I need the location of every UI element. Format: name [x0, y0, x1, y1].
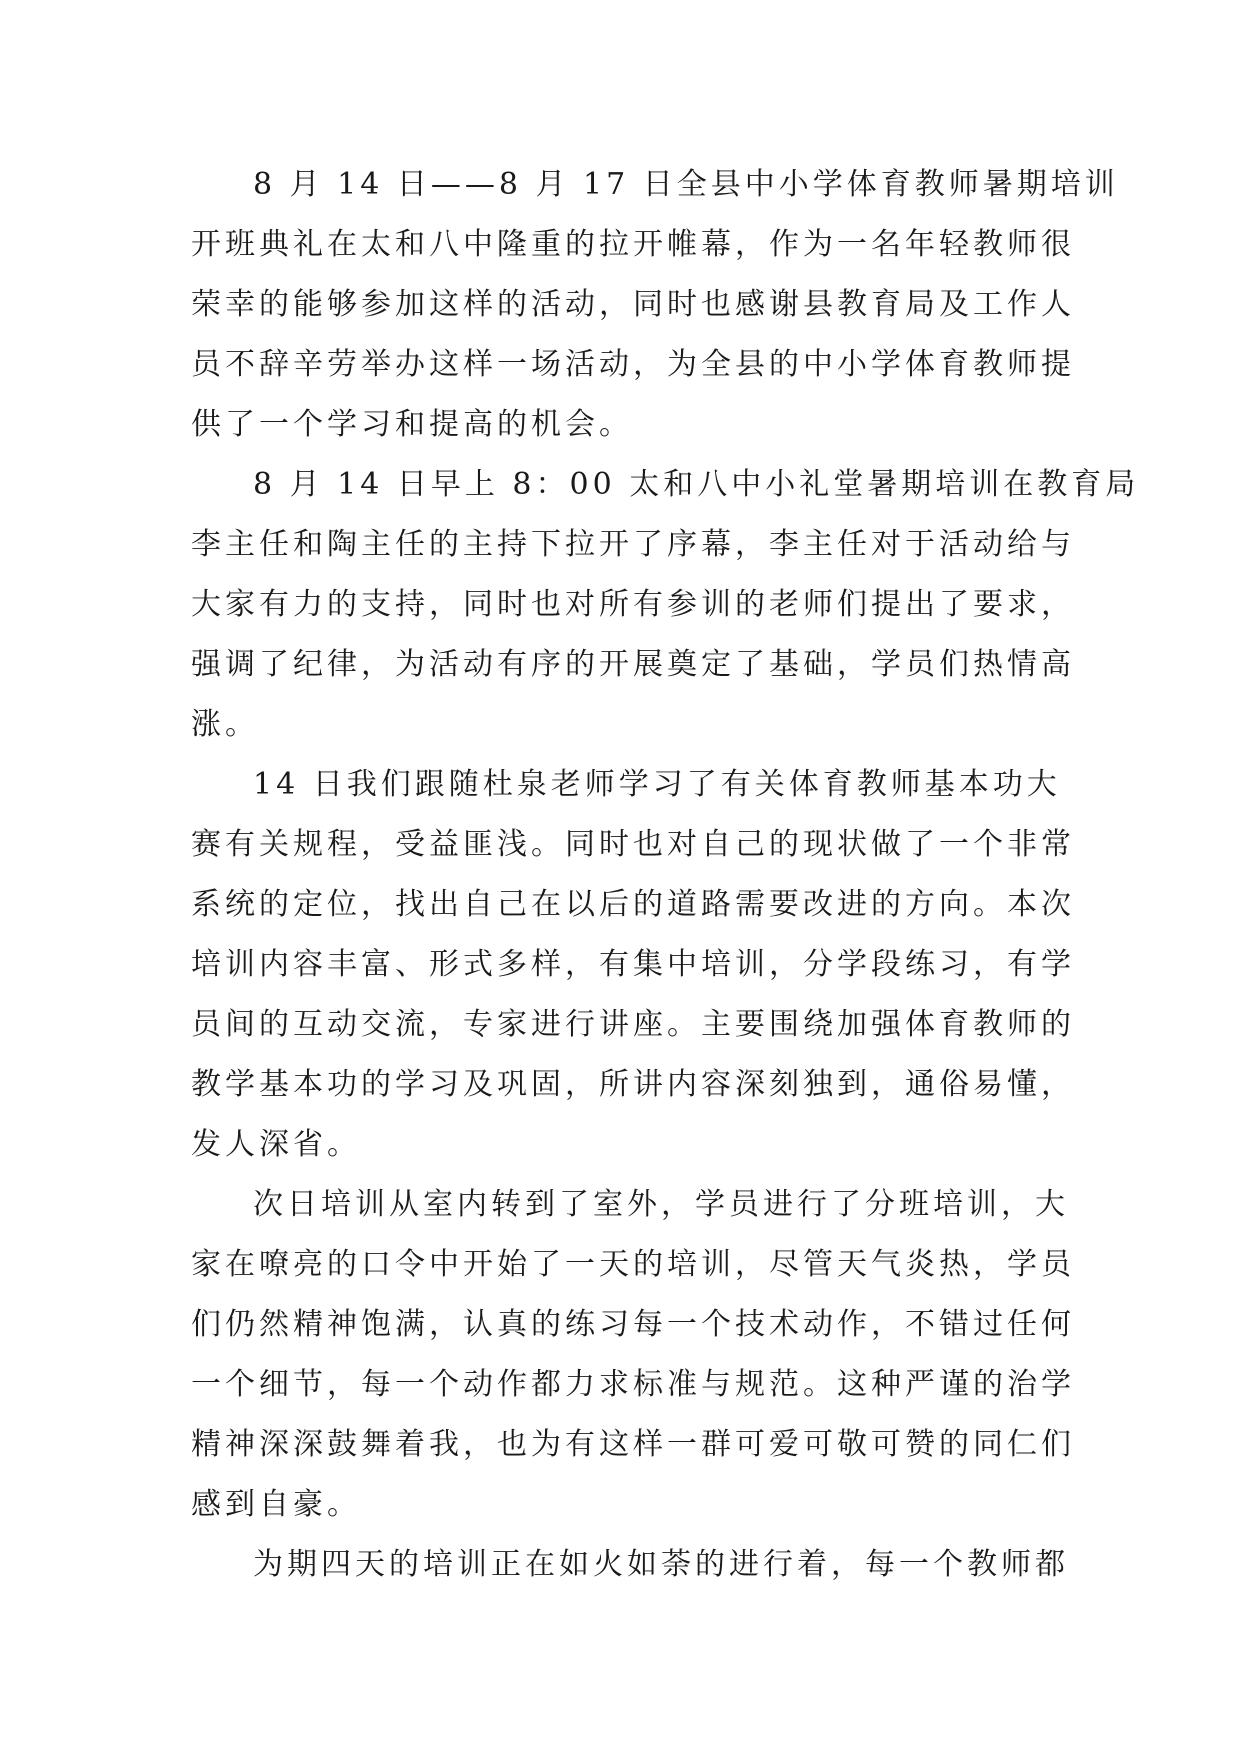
- text-line: 次日培训从室内转到了室外，学员进行了分班培训，大: [253, 1187, 1069, 1222]
- text-line: 培训内容丰富、形式多样，有集中培训，分学段练习，有学: [191, 947, 1075, 982]
- text-line: 开班典礼在太和八中隆重的拉开帷幕，作为一名年轻教师很: [191, 227, 1075, 262]
- text-line: 强调了纪律，为活动有序的开展奠定了基础，学员们热情高: [191, 647, 1075, 682]
- text-line: 精神深深鼓舞着我，也为有这样一群可爱可敬可赞的同仁们: [191, 1427, 1075, 1462]
- text-line: 14 日我们跟随杜泉老师学习了有关体育教师基本功大: [253, 767, 1061, 802]
- text-line: 8 月 14 日——8 月 17 日全县中小学体育教师暑期培训: [253, 167, 1119, 202]
- paragraph: [191, 1535, 1069, 1595]
- text-line: 为期四天的培训正在如火如荼的进行着，每一个教师都: [253, 1547, 1069, 1582]
- text-line: 发人深省。: [191, 1127, 361, 1162]
- text-line: 赛有关规程，受益匪浅。同时也对自己的现状做了一个非常: [191, 827, 1075, 862]
- paragraph: [191, 755, 1075, 1175]
- text-line: 大家有力的支持，同时也对所有参训的老师们提出了要求，: [191, 587, 1075, 622]
- text-line: 一个细节，每一个动作都力求标准与规范。这种严谨的治学: [191, 1367, 1075, 1402]
- text-line: 8 月 14 日早上 8：00 太和八中小礼堂暑期培训在教育局: [253, 467, 1140, 502]
- text-line: 员间的互动交流，专家进行讲座。主要围绕加强体育教师的: [191, 1007, 1075, 1042]
- text-line: 感到自豪。: [191, 1487, 361, 1522]
- text-line: 供了一个学习和提高的机会。: [191, 407, 633, 442]
- text-line: 家在嘹亮的口令中开始了一天的培训，尽管天气炎热，学员: [191, 1247, 1075, 1282]
- document-page: [191, 155, 1140, 1595]
- paragraph: [191, 155, 1119, 455]
- text-line: 们仍然精神饱满，认真的练习每一个技术动作，不错过任何: [191, 1307, 1075, 1342]
- text-line: 涨。: [191, 707, 259, 742]
- text-line: 教学基本功的学习及巩固，所讲内容深刻独到，通俗易懂，: [191, 1067, 1075, 1102]
- text-line: 系统的定位，找出自己在以后的道路需要改进的方向。本次: [191, 887, 1075, 922]
- paragraph: [191, 1175, 1075, 1535]
- paragraph: [191, 455, 1140, 755]
- text-line: 员不辞辛劳举办这样一场活动，为全县的中小学体育教师提: [191, 347, 1075, 382]
- text-line: 李主任和陶主任的主持下拉开了序幕，李主任对于活动给与: [191, 527, 1075, 562]
- text-line: 荣幸的能够参加这样的活动，同时也感谢县教育局及工作人: [191, 287, 1075, 322]
